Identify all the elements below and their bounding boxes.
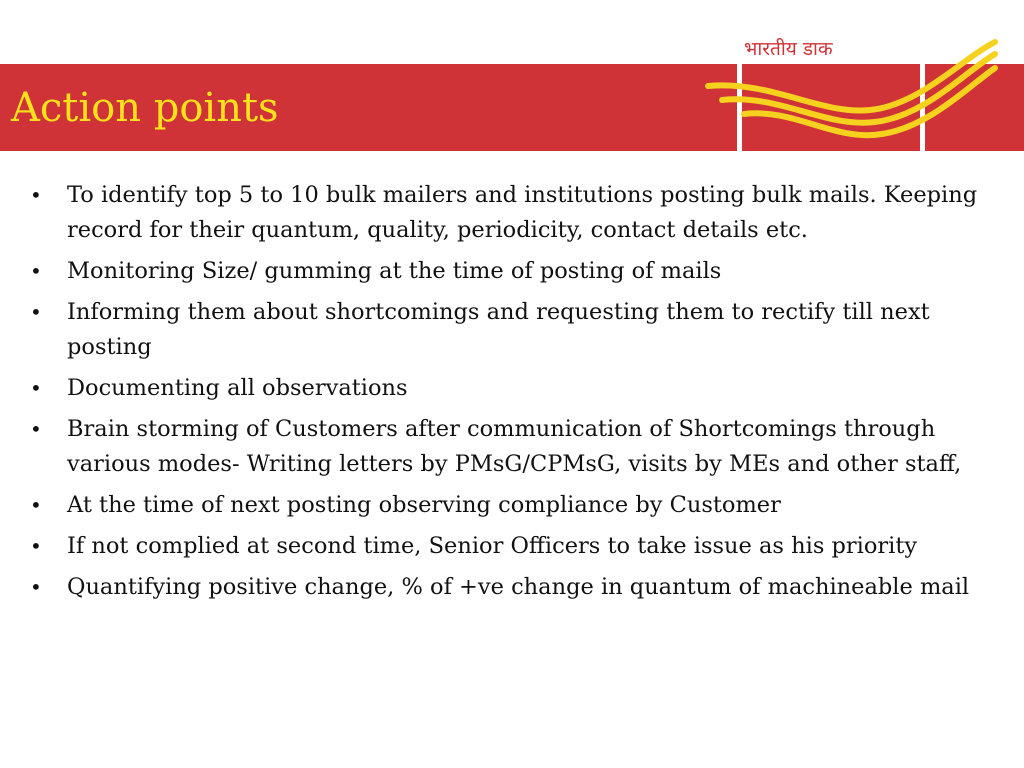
bullet-text: Documenting all observations	[67, 375, 408, 401]
list-item	[30, 178, 980, 248]
bullet-text: If not complied at second time, Senior Officers to take issue as his priority	[67, 533, 918, 559]
bullet-text: Quantifying positive change, % of +ve change in quantum of machineable mail	[67, 574, 970, 600]
logo-text: भारतीय डाक	[744, 38, 833, 60]
list-item	[30, 254, 980, 289]
bullet-marker: •	[30, 376, 42, 400]
bullet-list	[30, 178, 980, 611]
bullet-text: To identify top 5 to 10 bulk mailers and institutions posting bulk mails. Keeping record for their quantum, quality, periodicity, contact details etc.	[67, 182, 978, 243]
bullet-marker: •	[30, 493, 42, 517]
bullet-marker: •	[30, 259, 42, 283]
list-item	[30, 371, 980, 406]
bullet-marker: •	[30, 417, 42, 441]
bullet-marker: •	[30, 300, 42, 324]
india-post-logo-icon	[700, 30, 1000, 151]
list-item	[30, 412, 980, 482]
bullet-marker: •	[30, 575, 42, 599]
bullet-marker: •	[30, 534, 42, 558]
list-item	[30, 570, 980, 605]
list-item	[30, 295, 980, 365]
bullet-marker: •	[30, 183, 42, 207]
bullet-text: At the time of next posting observing compliance by Customer	[67, 492, 781, 518]
list-item	[30, 488, 980, 523]
bullet-text: Monitoring Size/ gumming at the time of posting of mails	[67, 258, 722, 284]
bullet-text: Brain storming of Customers after communication of Shortcomings through various modes- Writing letters by PMsG/CPMsG, visits by MEs and other staff,	[67, 416, 962, 477]
bullet-text: Informing them about shortcomings and requesting them to rectify till next posting	[67, 299, 930, 360]
slide-title: Action points	[11, 85, 279, 131]
list-item	[30, 529, 980, 564]
